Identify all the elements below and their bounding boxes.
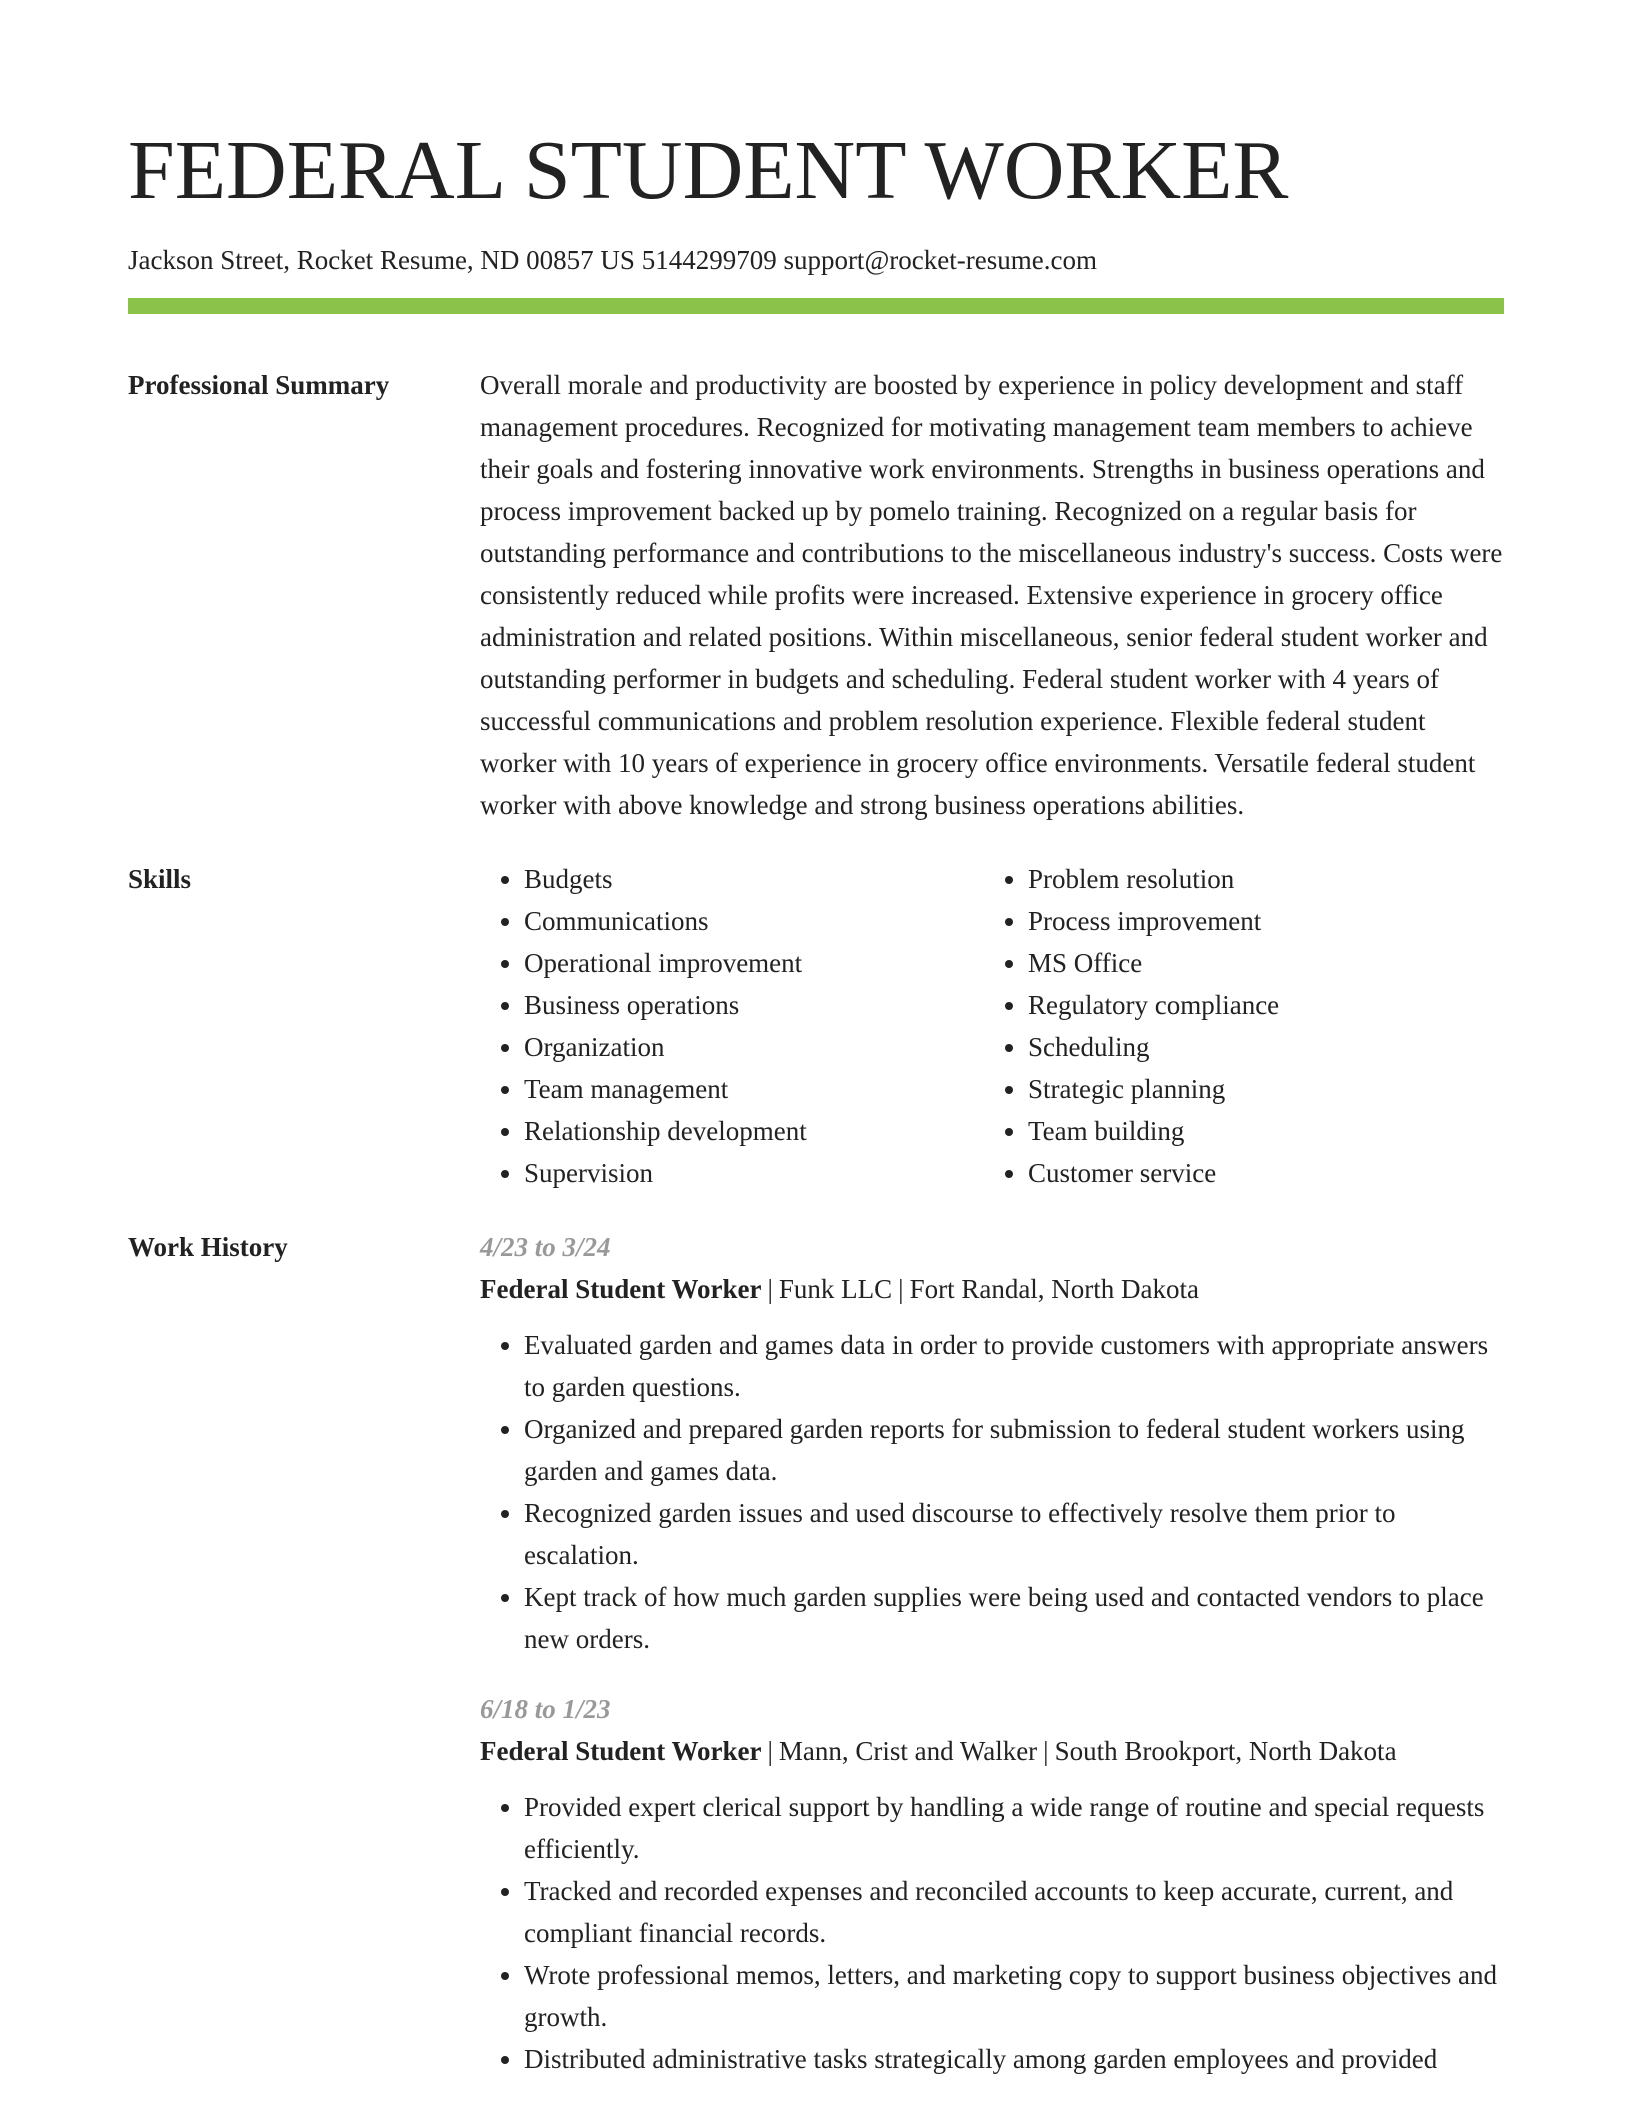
skill-item: • Operational improvement — [524, 942, 984, 984]
skill-item: • Relationship development — [524, 1110, 984, 1152]
skill-item: • Communications — [524, 900, 984, 942]
skill-item: • Regulatory compliance — [1028, 984, 1488, 1026]
job-bullet: • Recognized garden issues and used discourse to effectively resolve them prior to escalation. — [524, 1492, 1504, 1576]
skills-column-left — [480, 858, 984, 1194]
job-bullet: • Tracked and recorded expenses and reconciled accounts to keep accurate, current, and compliant financial records. — [524, 1870, 1504, 1954]
job-dates: 6/18 to 1/23 — [480, 1694, 611, 1724]
work-history-heading: Work History — [128, 1232, 288, 1262]
skill-item: • Supervision — [524, 1152, 984, 1194]
job-company: Mann, Crist and Walker — [778, 1736, 1038, 1766]
skill-item: • Team management — [524, 1068, 984, 1110]
summary-section — [128, 364, 1504, 826]
job-bullet: • Distributed administrative tasks strategically among garden employees and provided — [524, 2038, 1504, 2080]
summary-text: Overall morale and productivity are boosted by experience in policy development and staff management procedures. Recognized for motivating management team members to achieve their goals and fostering innovative work environments. Strengths in business operations and process improvement backed up by pomelo training. Recognized on a regular basis for outstanding performance and contributions to the miscellaneous industry's success. Costs were consistently reduced while profits were increased. Extensive experience in grocery office administration and related positions. Within miscellaneous, senior federal student worker and outstanding performer in budgets and scheduling. Federal student worker with 4 years of successful communications and problem resolution experience. Flexible federal student worker with 10 years of experience in grocery office environments. Versatile federal student worker with above knowledge and strong business operations abilities. — [480, 370, 1503, 820]
job-separator: | — [767, 1736, 773, 1766]
header-divider — [128, 298, 1504, 314]
job-bullet-list — [480, 1324, 1504, 1660]
candidate-name: FEDERAL STUDENT WORKER — [128, 124, 1289, 217]
skill-item: • MS Office — [1028, 942, 1488, 984]
job-location: South Brookport, North Dakota — [1054, 1736, 1397, 1766]
resume-page — [128, 0, 1504, 2108]
summary-heading: Professional Summary — [128, 370, 390, 400]
job-bullet: • Wrote professional memos, letters, and marketing copy to support business objectives and growth. — [524, 1954, 1504, 2038]
job-bullet-list — [480, 1786, 1504, 2080]
skill-item: • Problem resolution — [1028, 858, 1488, 900]
job-location: Fort Randal, North Dakota — [909, 1274, 1200, 1304]
skill-item: • Strategic planning — [1028, 1068, 1488, 1110]
job-entry — [480, 1226, 1504, 1660]
skills-column-right — [984, 858, 1488, 1194]
skills-section — [128, 858, 1504, 1194]
contact-email: support@rocket-resume.com — [783, 245, 1097, 275]
contact-phone: 5144299709 — [641, 245, 777, 275]
skill-item: • Business operations — [524, 984, 984, 1026]
job-bullet: • Evaluated garden and games data in order to provide customers with appropriate answers to garden questions. — [524, 1324, 1504, 1408]
job-dates: 4/23 to 3/24 — [480, 1232, 611, 1262]
contact-line — [128, 242, 1504, 278]
job-bullet: • Kept track of how much garden supplies were being used and contacted vendors to place new orders. — [524, 1576, 1504, 1660]
job-bullet: • Organized and prepared garden reports for submission to federal student workers using garden and games data. — [524, 1408, 1504, 1492]
skill-item: • Process improvement — [1028, 900, 1488, 942]
job-entry — [480, 1688, 1504, 2080]
skills-grid — [480, 858, 1504, 1194]
work-history-section — [128, 1226, 1504, 2108]
job-heading — [480, 1730, 1504, 1772]
skill-item: • Budgets — [524, 858, 984, 900]
job-separator: | — [1043, 1736, 1049, 1766]
job-bullet: • Provided expert clerical support by handling a wide range of routine and special requests efficiently. — [524, 1786, 1504, 1870]
summary-body — [480, 364, 1504, 826]
skill-item: • Team building — [1028, 1110, 1488, 1152]
skill-item: • Scheduling — [1028, 1026, 1488, 1068]
skill-item: • Organization — [524, 1026, 984, 1068]
job-company: Funk LLC — [778, 1274, 893, 1304]
contact-address: Jackson Street, Rocket Resume, ND 00857 US — [128, 245, 635, 275]
skill-item: • Customer service — [1028, 1152, 1488, 1194]
job-title: Federal Student Worker — [480, 1736, 762, 1766]
job-title: Federal Student Worker — [480, 1274, 762, 1304]
skills-heading: Skills — [128, 864, 192, 894]
job-heading — [480, 1268, 1504, 1310]
skills-body — [480, 858, 1504, 1194]
work-history-body — [480, 1226, 1504, 2108]
job-separator: | — [898, 1274, 904, 1304]
job-separator: | — [767, 1274, 773, 1304]
